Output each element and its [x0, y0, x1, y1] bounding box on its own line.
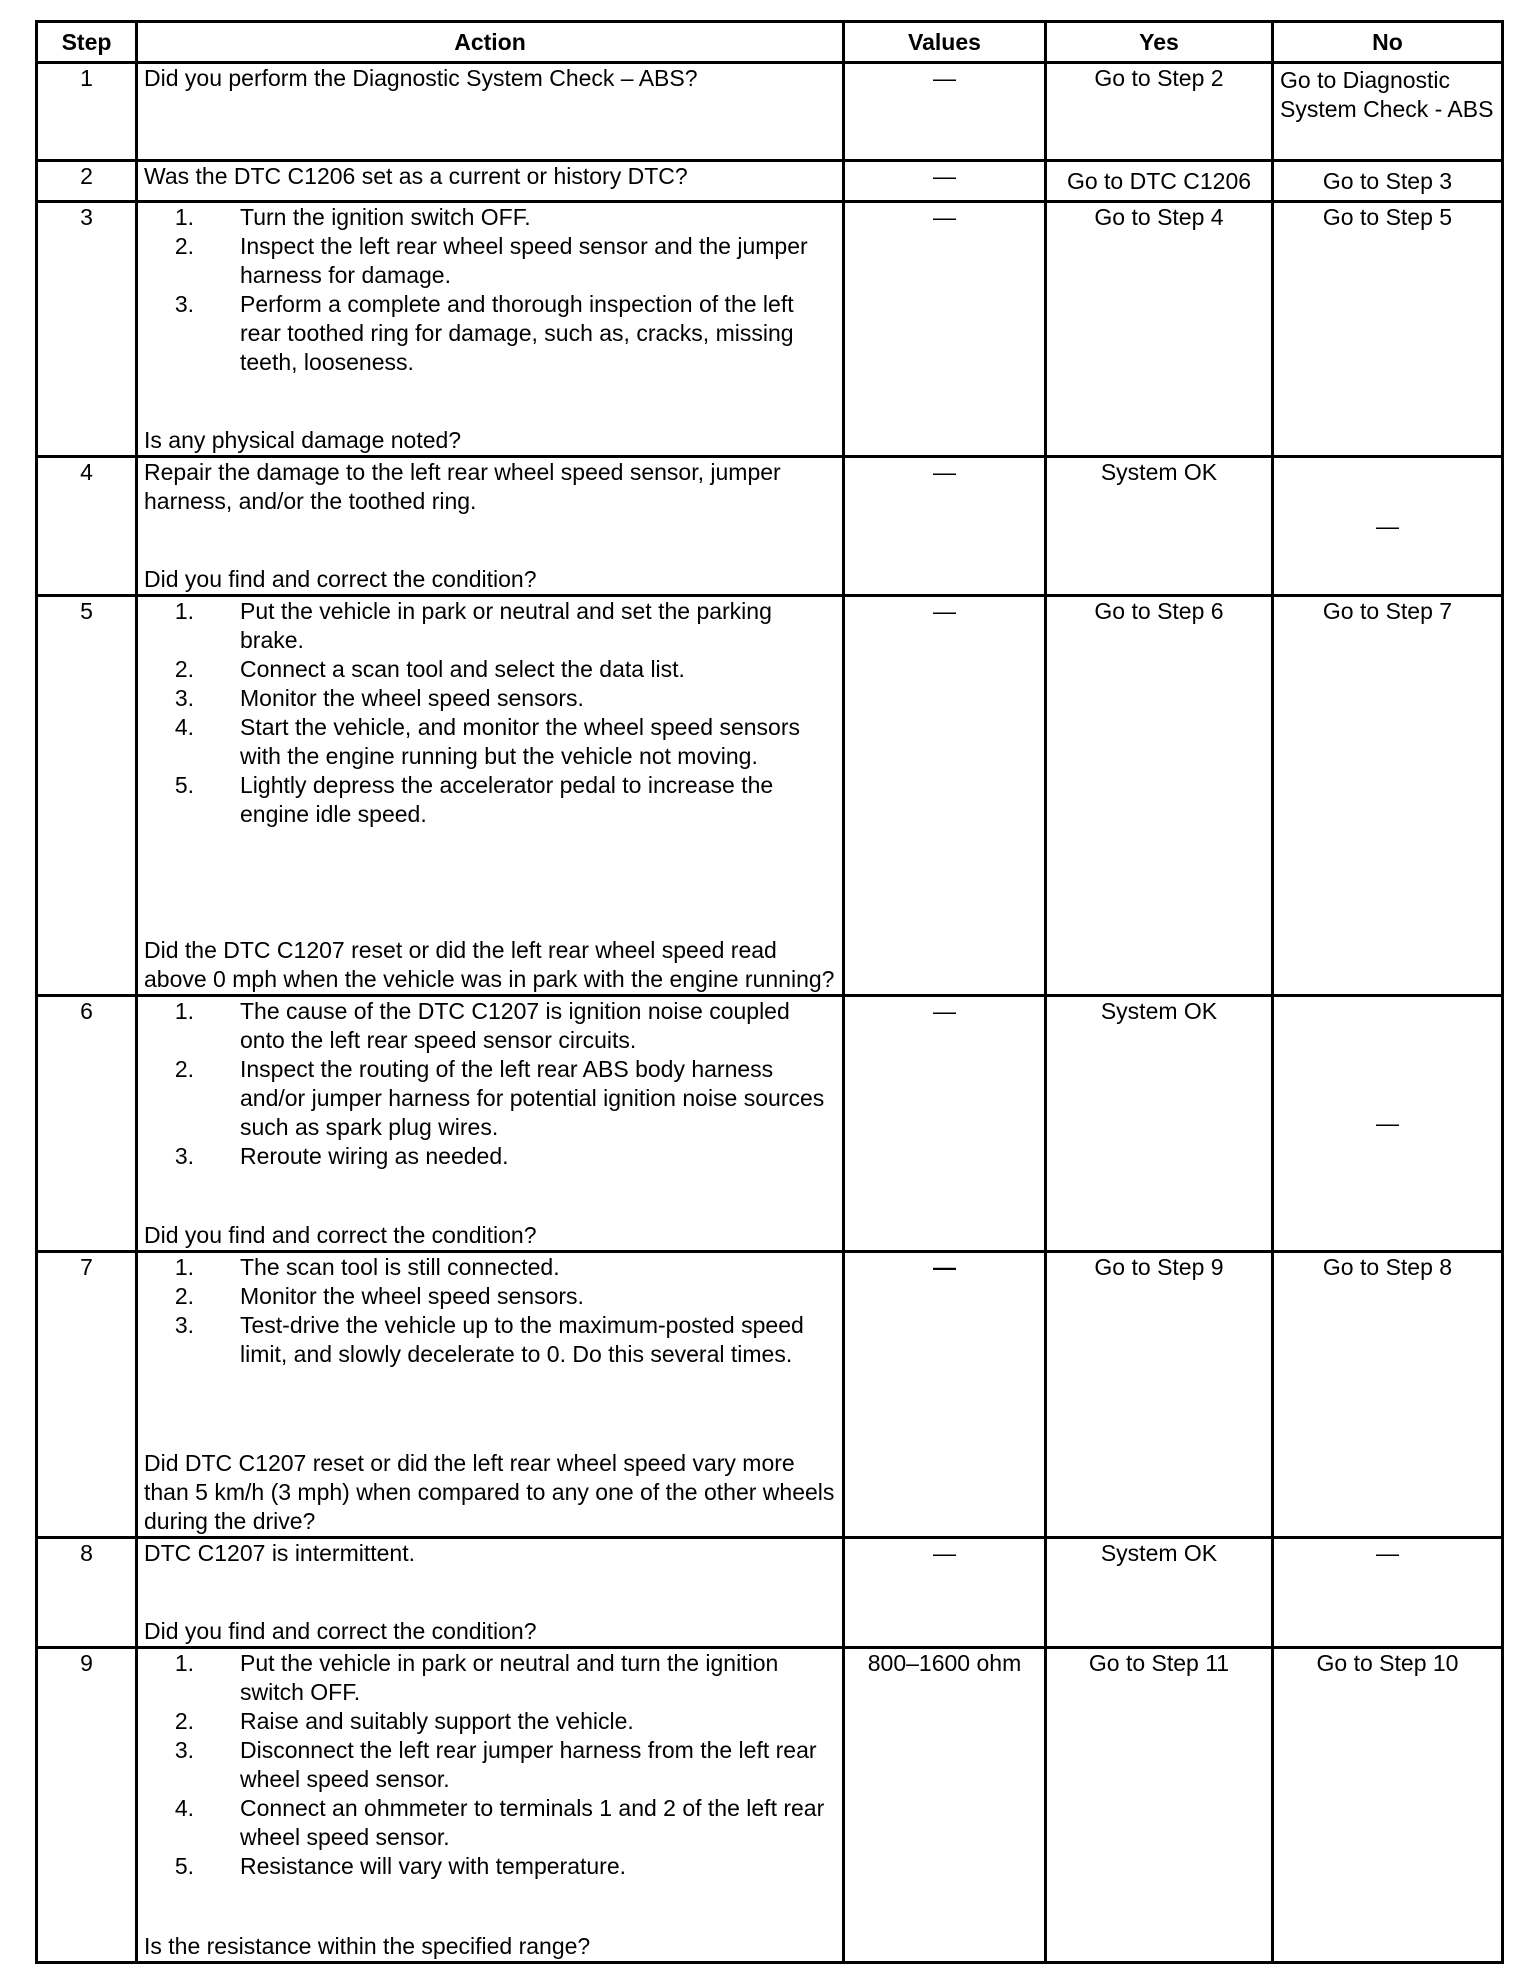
table-row	[37, 996, 1503, 1252]
action-cell	[137, 596, 844, 996]
action-question: Was the DTC C1206 set as a current or history DTC?	[144, 163, 688, 189]
instruction-item: 1. The scan tool is still connected.	[174, 1254, 560, 1280]
instruction-item: 2. Raise and suitably support the vehicle.	[174, 1708, 634, 1734]
no-cell: Go to Diagnostic System Check - ABS	[1273, 63, 1503, 161]
action-cell	[137, 1252, 844, 1538]
header-values: Values	[844, 22, 1046, 63]
yes-cell: Go to DTC C1206	[1046, 161, 1273, 202]
values-cell: —	[844, 63, 1046, 161]
values-cell: —	[844, 996, 1046, 1252]
diagnostic-table	[35, 20, 1504, 1964]
instruction-item: 3. Disconnect the left rear jumper harness from the left rear wheel speed sensor.	[174, 1737, 817, 1792]
action-cell	[137, 996, 844, 1252]
no-cell: Go to Step 8	[1273, 1252, 1503, 1538]
no-cell: Go to Step 5	[1273, 202, 1503, 457]
table-row	[37, 63, 1503, 161]
action-cell	[137, 1648, 844, 1963]
values-cell	[844, 1252, 1046, 1538]
instruction-item: 3. Test-drive the vehicle up to the maximum-posted speed limit, and slowly decelerate to 0. Do this several times.	[174, 1312, 804, 1367]
step-number: 4	[37, 457, 137, 596]
step-number: 7	[37, 1252, 137, 1538]
values-cell: 800–1600 ohm	[844, 1648, 1046, 1963]
yes-cell: System OK	[1046, 457, 1273, 596]
action-question: Did DTC C1207 reset or did the left rear wheel speed vary more than 5 km/h (3 mph) when compared to any one of the other wheels during the drive?	[144, 1450, 835, 1534]
yes-cell: Go to Step 9	[1046, 1252, 1273, 1538]
no-cell: Go to Step 10	[1273, 1648, 1503, 1963]
instruction-item: 2. Monitor the wheel speed sensors.	[174, 1283, 584, 1309]
no-cell: —	[1273, 996, 1503, 1252]
no-cell: —	[1273, 457, 1503, 596]
action-question: Is any physical damage noted?	[144, 427, 462, 453]
action-intro: DTC C1207 is intermittent.	[144, 1540, 415, 1566]
values-cell: —	[844, 202, 1046, 457]
action-question: Did you perform the Diagnostic System Check – ABS?	[144, 65, 698, 91]
step-number: 5	[37, 596, 137, 996]
instruction-item: 5. Resistance will vary with temperature.	[174, 1853, 627, 1879]
header-yes: Yes	[1046, 22, 1273, 63]
action-intro: Repair the damage to the left rear wheel speed sensor, jumper harness, and/or the toothed ring.	[144, 459, 781, 514]
instruction-item: 4. Start the vehicle, and monitor the wheel speed sensors with the engine running but the vehicle not moving.	[174, 714, 800, 769]
instruction-item: 2. Connect a scan tool and select the data list.	[174, 656, 685, 682]
action-cell	[137, 202, 844, 457]
step-number: 6	[37, 996, 137, 1252]
action-cell	[137, 161, 844, 202]
action-question: Is the resistance within the specified range?	[144, 1933, 591, 1959]
instruction-item: 1. Put the vehicle in park or neutral and set the parking brake.	[174, 598, 772, 653]
header-no: No	[1273, 22, 1503, 63]
instruction-item: 1. Turn the ignition switch OFF.	[174, 204, 531, 230]
action-question: Did the DTC C1207 reset or did the left rear wheel speed read above 0 mph when the vehicle was in park with the engine running?	[144, 937, 835, 992]
instruction-list	[144, 997, 836, 1171]
table-row	[37, 596, 1503, 996]
instruction-item: 3. Perform a complete and thorough inspection of the left rear toothed ring for damage, such as, cracks, missing teeth, looseness.	[174, 291, 794, 375]
table-row	[37, 1648, 1503, 1963]
instruction-item: 1. The cause of the DTC C1207 is ignition noise coupled onto the left rear speed sensor circuits.	[174, 998, 790, 1053]
header-step: Step	[37, 22, 137, 63]
action-cell	[137, 63, 844, 161]
yes-cell: Go to Step 11	[1046, 1648, 1273, 1963]
action-cell	[137, 457, 844, 596]
no-cell: —	[1273, 1538, 1503, 1648]
header-action: Action	[137, 22, 844, 63]
action-cell	[137, 1538, 844, 1648]
instruction-item: 2. Inspect the left rear wheel speed sensor and the jumper harness for damage.	[174, 233, 808, 288]
table-row	[37, 1252, 1503, 1538]
instruction-item: 2. Inspect the routing of the left rear ABS body harness and/or jumper harness for potential ignition noise sources such as spark plug wires.	[174, 1056, 825, 1140]
yes-cell: Go to Step 6	[1046, 596, 1273, 996]
yes-cell: System OK	[1046, 996, 1273, 1252]
instruction-item: 5. Lightly depress the accelerator pedal to increase the engine idle speed.	[174, 772, 774, 827]
yes-cell: Go to Step 4	[1046, 202, 1273, 457]
step-number: 8	[37, 1538, 137, 1648]
instruction-list	[144, 203, 836, 377]
step-number: 1	[37, 63, 137, 161]
action-question: Did you find and correct the condition?	[144, 1618, 537, 1644]
table-row	[37, 161, 1503, 202]
values-dash: —	[933, 1254, 956, 1280]
values-cell: —	[844, 1538, 1046, 1648]
instruction-item: 3. Monitor the wheel speed sensors.	[174, 685, 584, 711]
no-cell: Go to Step 3	[1273, 161, 1503, 202]
table-row	[37, 457, 1503, 596]
instruction-list	[144, 597, 836, 829]
step-number: 2	[37, 161, 137, 202]
table-row	[37, 202, 1503, 457]
action-question: Did you find and correct the condition?	[144, 1222, 537, 1248]
action-question: Did you find and correct the condition?	[144, 566, 537, 592]
step-number: 3	[37, 202, 137, 457]
header-row	[37, 22, 1503, 63]
step-number: 9	[37, 1648, 137, 1963]
no-cell: Go to Step 7	[1273, 596, 1503, 996]
instruction-list	[144, 1253, 836, 1369]
instruction-item: 3. Reroute wiring as needed.	[174, 1143, 509, 1169]
table-row	[37, 1538, 1503, 1648]
yes-cell: Go to Step 2	[1046, 63, 1273, 161]
instruction-list	[144, 1649, 836, 1881]
values-cell: —	[844, 457, 1046, 596]
instruction-item: 1. Put the vehicle in park or neutral and turn the ignition switch OFF.	[174, 1650, 779, 1705]
values-cell: —	[844, 161, 1046, 202]
values-cell: —	[844, 596, 1046, 996]
yes-cell: System OK	[1046, 1538, 1273, 1648]
instruction-item: 4. Connect an ohmmeter to terminals 1 and 2 of the left rear wheel speed sensor.	[174, 1795, 825, 1850]
